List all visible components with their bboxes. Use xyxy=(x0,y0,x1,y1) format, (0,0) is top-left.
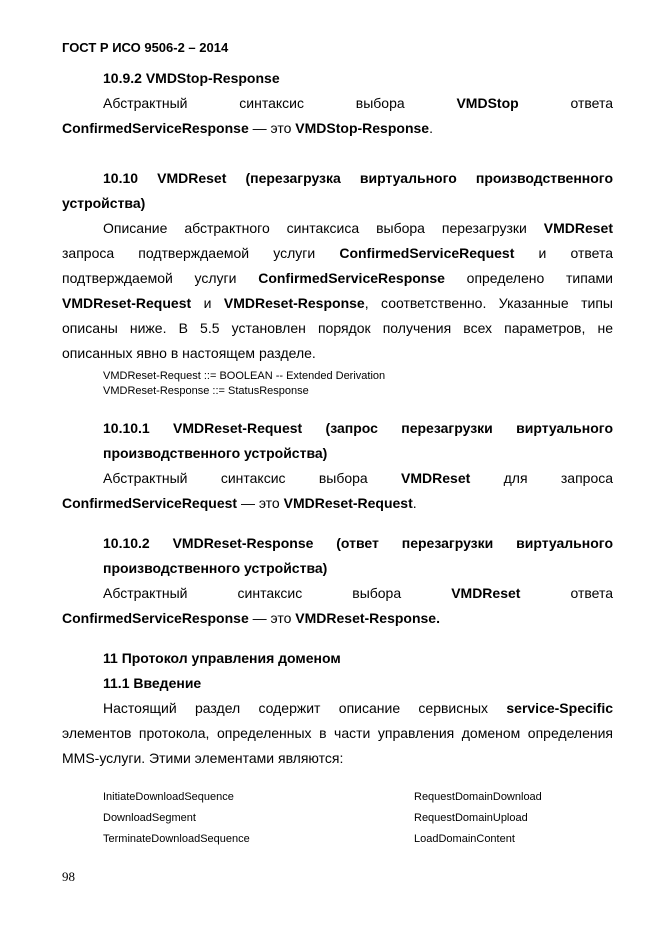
para-10-10-line4 xyxy=(62,291,613,316)
text-run: — это xyxy=(248,610,296,626)
term-confirmed-service-request: ConfirmedServiceRequest xyxy=(62,495,238,511)
para-10-9-2-line2 xyxy=(62,116,613,141)
text-run: . xyxy=(429,120,433,136)
term-confirmed-service-response: ConfirmedServiceResponse xyxy=(62,120,249,136)
para-10-10-line2 xyxy=(62,241,613,266)
para-10-10-line5: описаны ниже. В 5.5 установлен порядок получения всех параметров, не xyxy=(62,320,613,336)
heading-11-1: 11.1 Введение xyxy=(103,675,202,691)
term-vmdstop-response: VMDStop-Response xyxy=(295,120,430,136)
text-run: Абстрактный синтаксис выбора xyxy=(103,585,402,601)
list-item: LoadDomainContent xyxy=(414,833,515,845)
asn1-code-line1: VMDReset-Request ::= BOOLEAN -- Extended Derivation xyxy=(103,370,386,382)
heading-10-10-1-line2: производственного устройства) xyxy=(103,445,328,461)
text-run: для запроса xyxy=(503,470,614,486)
text-run: и ответа xyxy=(538,245,614,261)
document-header: ГОСТ Р ИСО 9506-2 – 2014 xyxy=(62,40,229,55)
text-run: ответа xyxy=(570,95,614,111)
heading-10-10-line1: 10.10 VMDReset (перезагрузка виртуального производственного xyxy=(103,170,613,186)
heading-10-10-2-line1: 10.10.2 VMDReset-Response (ответ перезагрузки виртуального xyxy=(103,535,613,551)
text-run: Абстрактный синтаксис выбора xyxy=(103,470,368,486)
term-vmdstop: VMDStop xyxy=(456,95,519,111)
list-item: DownloadSegment xyxy=(103,812,196,824)
term-vmdreset-request: VMDReset-Request xyxy=(283,495,413,511)
text-run: Настоящий раздел содержит описание сервисных xyxy=(103,700,489,716)
para-11-1-line2: элементов протокола, определенных в части управления доменом определения xyxy=(62,725,613,741)
text-run: — это xyxy=(248,120,296,136)
term-vmdreset-request: VMDReset-Request xyxy=(62,295,192,311)
term-confirmed-service-response: ConfirmedServiceResponse xyxy=(62,610,249,626)
para-10-10-2-line1 xyxy=(103,581,613,606)
para-10-10-line3 xyxy=(62,266,613,291)
para-10-10-1-line2 xyxy=(62,491,613,516)
para-10-10-line6: описанных явно в настоящем разделе. xyxy=(62,345,316,361)
para-10-10-line1 xyxy=(103,216,613,241)
term-service-specific: service-Specific xyxy=(506,700,613,716)
heading-10-10-1-line1: 10.10.1 VMDReset-Request (запрос перезагрузки виртуального xyxy=(103,420,613,436)
list-item: InitiateDownloadSequence xyxy=(103,791,234,803)
para-11-1-line3: MMS-услуги. Этими элементами являются: xyxy=(62,750,344,766)
text-run: Абстрактный синтаксис выбора xyxy=(103,95,405,111)
para-10-9-2-line1 xyxy=(103,91,613,116)
text-run: — это xyxy=(237,495,284,511)
term-confirmed-service-response: ConfirmedServiceResponse xyxy=(258,270,445,286)
list-item: TerminateDownloadSequence xyxy=(103,833,250,845)
elements-list-left xyxy=(103,787,250,850)
text-run: , соответственно. Указанные типы xyxy=(364,295,613,311)
term-confirmed-service-request: ConfirmedServiceRequest xyxy=(339,245,515,261)
para-10-10-2-line2 xyxy=(62,606,613,631)
term-vmdreset: VMDReset xyxy=(451,585,521,601)
text-run: определено типами xyxy=(466,270,614,286)
term-vmdreset: VMDReset xyxy=(543,220,613,236)
para-11-1-line1 xyxy=(103,696,613,721)
text-run: ответа xyxy=(570,585,614,601)
text-run: и xyxy=(191,295,224,311)
para-10-10-1-line1 xyxy=(103,466,613,491)
text-run: Описание абстрактного синтаксиса выбора перезагрузки xyxy=(103,220,527,236)
page-number: 98 xyxy=(62,869,75,884)
text-run: подтверждаемой услуги xyxy=(62,270,237,286)
heading-11: 11 Протокол управления доменом xyxy=(103,650,341,666)
heading-10-9-2: 10.9.2 VMDStop-Response xyxy=(103,70,280,86)
list-item: RequestDomainUpload xyxy=(414,812,528,824)
term-vmdreset-response: VMDReset-Response. xyxy=(295,610,440,626)
text-run: запроса подтверждаемой услуги xyxy=(62,245,316,261)
term-vmdreset: VMDReset xyxy=(401,470,471,486)
text-run: . xyxy=(412,495,417,511)
term-vmdreset-response: VMDReset-Response xyxy=(223,295,365,311)
heading-10-10-2-line2: производственного устройства) xyxy=(103,560,328,576)
list-item: RequestDomainDownload xyxy=(414,791,542,803)
asn1-code-line2: VMDReset-Response ::= StatusResponse xyxy=(103,385,309,397)
elements-list-right xyxy=(414,787,542,850)
heading-10-10-line2: устройства) xyxy=(62,195,146,211)
